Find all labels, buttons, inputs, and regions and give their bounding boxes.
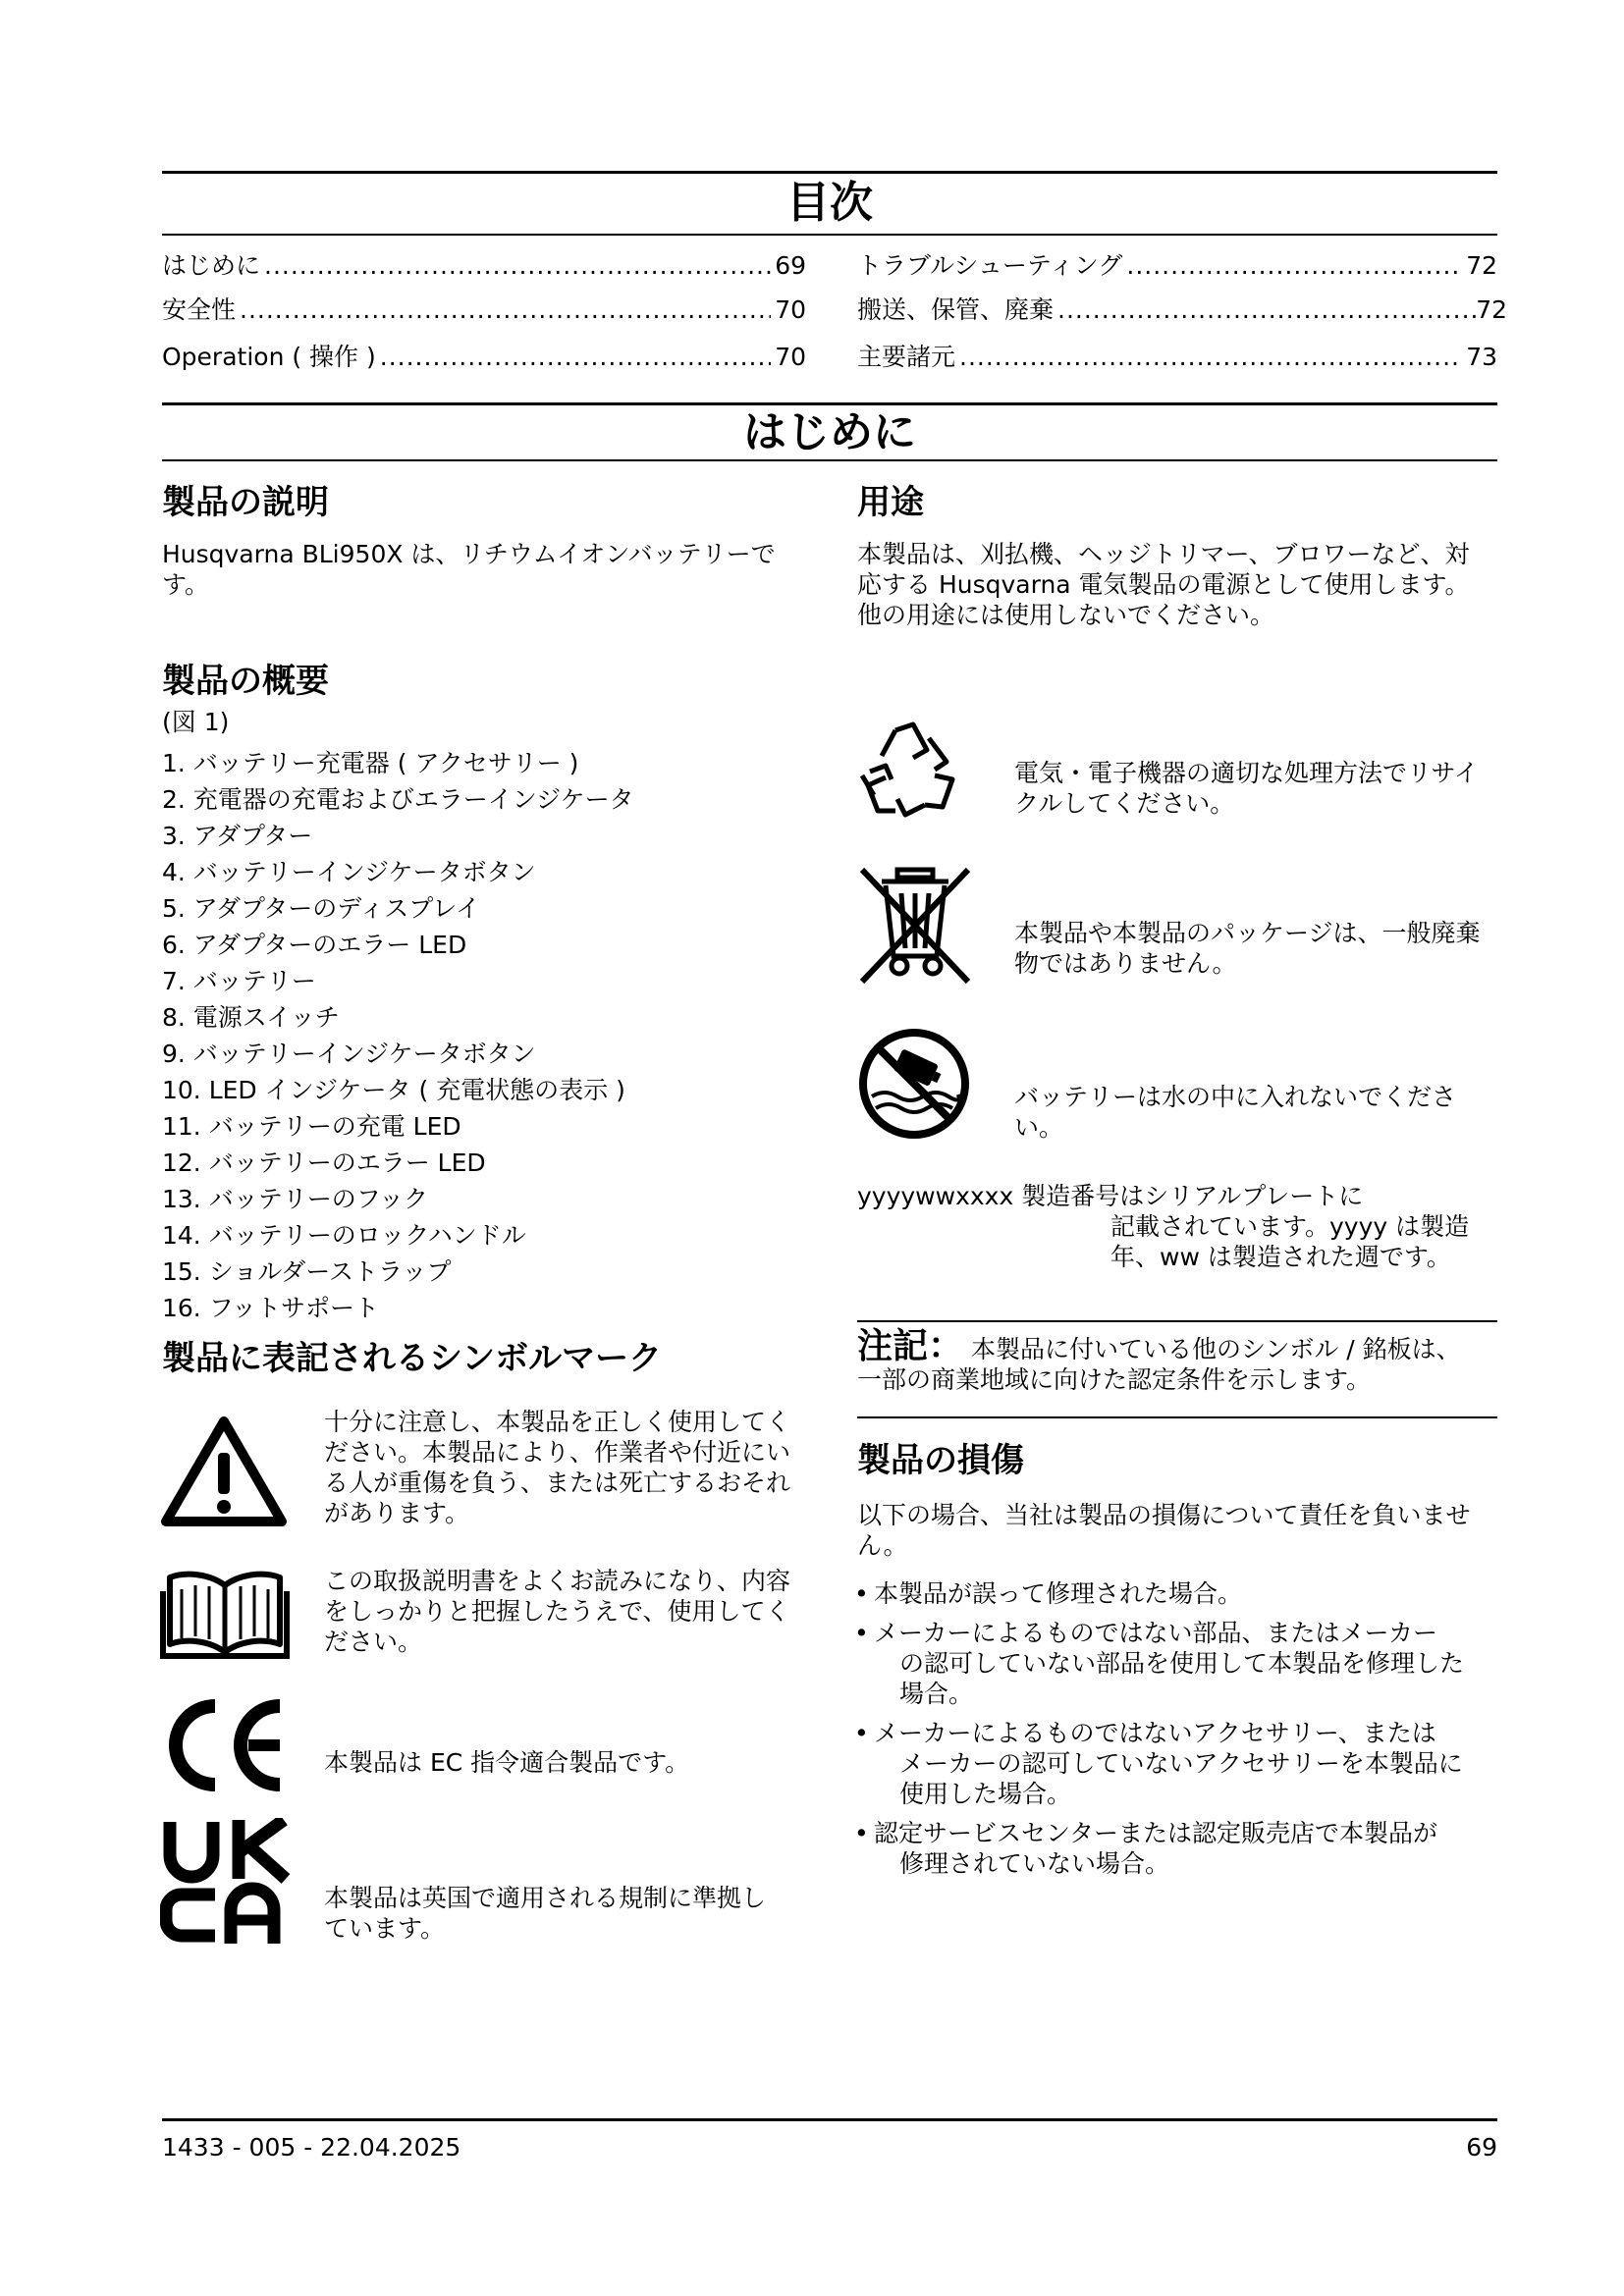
damage-heading: 製品の損傷	[857, 1441, 1024, 1480]
warning-text: 十分に注意し、本製品を正しく使用してく ださい。本製品により、作業者や付近にい る人が重傷を負う、または死亡するおそれ があります。	[324, 1408, 791, 1527]
list-item: 12. バッテリーのエラー LED	[162, 1148, 486, 1177]
intro-title: はじめに	[743, 407, 916, 457]
toc-page: 72	[1466, 251, 1497, 280]
note-top-rule	[857, 1320, 1497, 1322]
intro-title-rule	[162, 459, 1497, 461]
note-bottom-rule	[857, 1416, 1497, 1418]
list-item: 2. 充電器の充電およびエラーインジケータ	[162, 785, 634, 814]
usage-text: 本製品は、刈払機、ヘッジトリマー、ブロワーなど、対 応する Husqvarna 電気製品の電源として使用します。 他の用途には使用しないでください。	[857, 540, 1470, 629]
toc-title: 目次	[786, 178, 873, 228]
intro-top-rule	[162, 402, 1497, 405]
crossed-bin-icon	[856, 864, 974, 988]
list-item: 13. バッテリーのフック	[162, 1185, 428, 1213]
list-item: 8. 電源スイッチ	[162, 1003, 340, 1032]
toc-page: 69	[775, 251, 806, 280]
recycle-text: 電気・電子機器の適切な処理方法でリサイ クルしてください。	[1014, 759, 1479, 818]
list-item: • メーカーによるものではない部品、またはメーカー の認可していない部品を使用して本製品を修理した 場合。	[854, 1618, 1502, 1709]
footer-rule	[162, 2118, 1497, 2121]
list-item: 3. アダプター	[162, 822, 313, 850]
toc-page: 70	[775, 343, 806, 371]
list-item: • メーカーによるものではないアクセサリー、または メーカーの認可していないアクセサリーを本製品に 使用した場合。	[854, 1718, 1502, 1809]
serial-text: yyyywwxxxx 製造番号はシリアルプレートに 記載されています。yyyy は製造 年、ww は製造された週です。	[857, 1182, 1470, 1271]
ukca-text: 本製品は英国で適用される規制に準拠し ています。	[324, 1884, 767, 1943]
note-label: 注記：	[857, 1326, 964, 1366]
description-heading: 製品の説明	[162, 483, 329, 522]
footer-doc-id: 1433 - 005 - 22.04.2025	[162, 2133, 461, 2162]
water-text: バッテリーは水の中に入れないでくださ い。	[1014, 1083, 1457, 1142]
no-water-icon	[856, 1026, 972, 1142]
list-item: 6. アダプターのエラー LED	[162, 931, 467, 959]
list-item: 7. バッテリー	[162, 967, 316, 995]
description-text: Husqvarna BLi950X は、リチウムイオンバッテリーで す。	[162, 540, 776, 599]
damage-intro: 以下の場合、当社は製品の損傷について責任を負いませ ん。	[857, 1501, 1471, 1560]
list-item: 1. バッテリー充電器 ( アクセサリー )	[162, 749, 579, 777]
damage-list	[854, 1578, 1502, 1888]
toc-label: 安全性	[162, 295, 237, 324]
toc-entry-transport[interactable]	[857, 295, 1507, 325]
manual-book-icon	[160, 1566, 290, 1660]
serial-code: yyyywwxxxx	[857, 1182, 1014, 1210]
manual-text: この取扱説明書をよくお読みになり、内容 をしっかりと把握したうえで、使用してく ださい。	[324, 1567, 791, 1656]
list-item: 16. フットサポート	[162, 1294, 379, 1322]
toc-label: はじめに	[162, 251, 261, 280]
usage-heading: 用途	[857, 483, 924, 522]
list-item: 14. バッテリーのロックハンドル	[162, 1221, 526, 1250]
weee-text: 本製品や本製品のパッケージは、一般廃棄 物ではありません。	[1014, 919, 1481, 978]
footer-page-number: 69	[1466, 2133, 1497, 2162]
toc-page: 70	[775, 295, 806, 324]
ce-mark-icon	[160, 1698, 288, 1792]
toc-label: 搬送、保管、廃棄	[857, 295, 1055, 324]
toc-entry-safety[interactable]	[162, 295, 806, 325]
figure-reference: (図 1)	[162, 708, 230, 736]
toc-page: 73	[1466, 343, 1497, 371]
toc-entry-troubleshooting[interactable]	[857, 251, 1497, 281]
toc-title-rule	[162, 234, 1497, 236]
list-item: 4. バッテリーインジケータボタン	[162, 858, 536, 886]
list-item: • 認定サービスセンターまたは認定販売店で本製品が 修理されていない場合。	[854, 1818, 1502, 1879]
toc-entry-operation[interactable]	[162, 343, 806, 372]
note-box: 注記： 本製品に付いている他のシンボル / 銘板は、 一部の商業地域に向けた認定条件を示します。	[857, 1326, 1461, 1394]
list-item: 11. バッテリーの充電 LED	[162, 1112, 461, 1141]
ukca-mark-icon	[160, 1818, 290, 1946]
toc-entry-intro[interactable]	[162, 251, 806, 281]
recycle-icon	[856, 717, 966, 827]
toc-label: Operation ( 操作 )	[162, 343, 376, 371]
warning-triangle-icon	[160, 1414, 288, 1527]
list-item: 10. LED インジケータ ( 充電状態の表示 )	[162, 1076, 625, 1104]
list-item: • 本製品が誤って修理された場合。	[854, 1578, 1502, 1609]
overview-list	[162, 745, 634, 1326]
list-item: 15. ショルダーストラップ	[162, 1257, 452, 1286]
toc-entry-specs[interactable]	[857, 343, 1497, 372]
toc-top-rule	[162, 171, 1497, 174]
toc-label: トラブルシューティング	[857, 251, 1123, 280]
toc-page: 72	[1476, 295, 1507, 324]
list-item: 5. アダプターのディスプレイ	[162, 894, 481, 923]
toc-label: 主要諸元	[857, 343, 956, 371]
list-item: 9. バッテリーインジケータボタン	[162, 1040, 536, 1068]
ce-text: 本製品は EC 指令適合製品です。	[324, 1748, 690, 1777]
overview-heading: 製品の概要	[162, 662, 329, 701]
symbols-heading: 製品に表記されるシンボルマーク	[162, 1339, 663, 1378]
